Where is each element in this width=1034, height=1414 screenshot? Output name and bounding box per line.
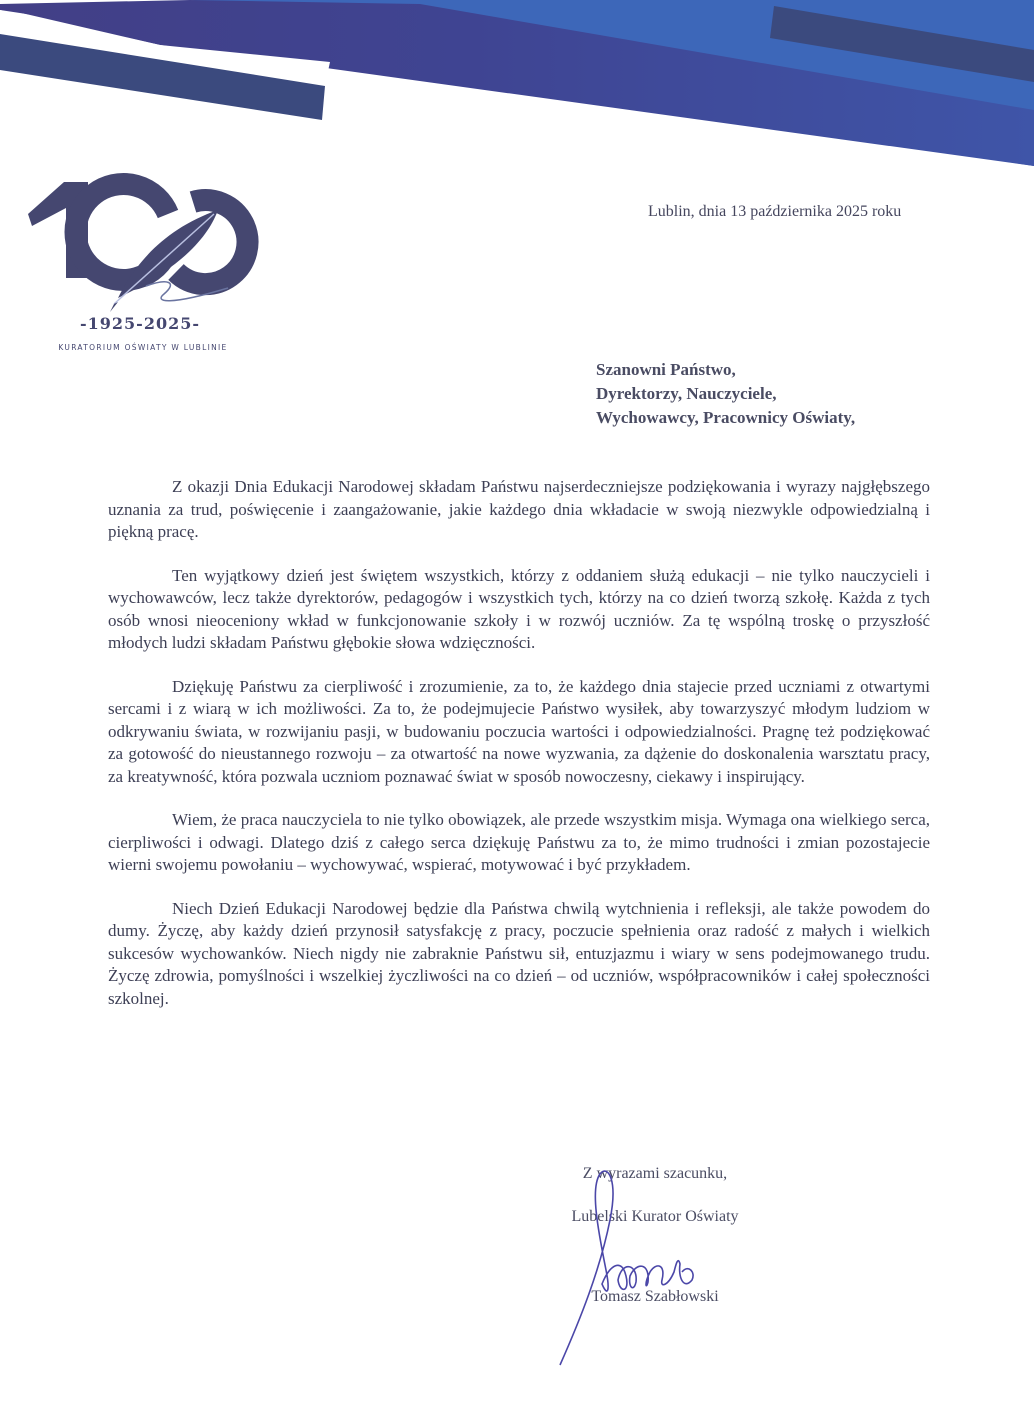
salutation-line: Dyrektorzy, Nauczyciele, <box>596 384 777 403</box>
salutation <box>596 358 855 430</box>
feather-quill-icon <box>110 210 228 312</box>
salutation-line: Szanowni Państwo, <box>596 360 736 379</box>
header-banner <box>0 0 1034 180</box>
closing-name: Tomasz Szabłowski <box>591 1288 719 1305</box>
handwritten-signature-icon <box>550 1160 730 1380</box>
logo-years: -1925-2025- <box>80 314 200 333</box>
body-paragraph: Ten wyjątkowy dzień jest świętem wszystkich, którzy z oddaniem służą edukacji – nie tylko nauczycieli i wychowawców, lecz także dyrektorów, pedagogów i wszystkich tych, którzy na co dzień tworzą szkołę. Każda z tych osób wnosi nieoceniony wkład w funkcjonowanie szkoły i w rozwój uczniów. Za tę wspólną troskę o przyszłość młodych ludzi składam Państwu głębokie słowa wdzięczności. <box>108 565 930 652</box>
closing-regards: Z wyrazami szacunku, <box>582 1165 728 1182</box>
body-paragraph: Dziękuję Państwu za cierpliwość i zrozumienie, za to, że każdego dnia stajecie przed uczniami z otwartymi sercami i z wiarą w ich możliwości. Za to, że podejmujecie Państwo wysiłek, aby towarzyszyć młodym ludziom w odkrywaniu świata, w rozwijaniu pasji, w budowaniu poczucia wartości i odpowiedzialności. Pragnę też podziękować za gotowość do nieustannego rozwoju – za otwartość na nowe wyzwania, za dążenie do doskonalenia warsztatu pracy, za kreatywność, która pozwala uczniom poznawać świat w sposób nowoczesny, ciekawy i inspirujący. <box>108 676 930 786</box>
body-paragraph: Niech Dzień Edukacji Narodowej będzie dla Państwa chwilą wytchnienia i refleksji, ale także powodem do dumy. Życzę, aby każdy dzień przynosił satysfakcję z pracy, poczucie spełnienia oraz radość z małych i wielkich sukcesów wychowanków. Niech nigdy nie zabraknie Państwu sił, entuzjazmu i wiary w sens podejmowanego trudu. Życzę zdrowia, pomyślności i wszelkiej życzliwości na co dzień – od uczniów, współpracowników i całej społeczności szkolnej. <box>108 898 930 1008</box>
logo-organization: KURATORIUM OŚWIATY W LUBLINIE <box>58 343 228 352</box>
letter-date: Lublin, dnia 13 października 2025 roku <box>648 203 902 220</box>
letter-body <box>108 476 930 1031</box>
body-paragraph: Z okazji Dnia Edukacji Narodowej składam Państwu najserdeczniejsze podziękowania i wyrazy najgłębszego uznania za trud, poświęcenie i zaangażowanie, jakie każdego dnia wkładacie w swoją niezwykle odpowiedzialną i piękną pracę. <box>108 477 930 541</box>
salutation-line: Wychowawcy, Pracownicy Oświaty, <box>596 408 856 427</box>
body-paragraph: Wiem, że praca nauczyciela to nie tylko obowiązek, ale przede wszystkim misja. Wymaga ona wielkiego serca, cierpliwości i odwagi. Dlatego dziś z całego serca dziękuję Państwu za to, że mimo trudności i zmian pozostajecie wierni swojemu powołaniu – wychowywać, wspierać, motywować i być przykładem. <box>108 810 930 874</box>
closing-title: Lubelski Kurator Oświaty <box>571 1208 739 1225</box>
